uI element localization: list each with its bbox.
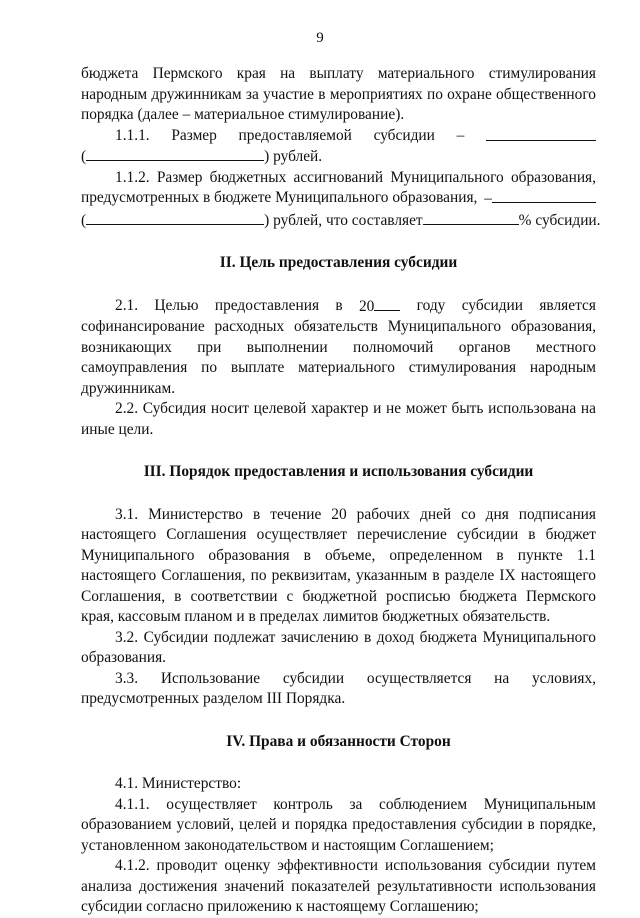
paragraph-4-1-1-line1 [81, 795, 596, 816]
paragraph-3-3-rest: предусмотренных разделом III Порядка. [81, 690, 346, 707]
paragraph-2-1-line1 [81, 296, 596, 318]
word: является [539, 296, 596, 314]
currency-text: ) рублей. [264, 148, 323, 165]
word: за [349, 795, 363, 813]
paragraph-1-1-2-line2 [81, 188, 596, 210]
section-heading-3: III. Порядок предоставления и использования субсидии [143, 463, 534, 480]
paragraph-4-1-1 [81, 795, 596, 857]
word: на [494, 669, 510, 687]
paragraph-2-2: 2.2. Субсидия носит целевой характер и не может быть использована на иные цели. [81, 400, 596, 438]
paragraph-1-1-2 [81, 168, 601, 232]
word: 20 [358, 297, 375, 315]
word: в [335, 296, 343, 314]
blank-line [492, 188, 596, 203]
dash-blank [484, 188, 596, 210]
dash: – [484, 190, 492, 207]
paragraph-1-1-2-line3 [81, 210, 601, 232]
clause-number: 3.3. [115, 669, 139, 687]
paragraph-3-3-line1 [81, 669, 596, 690]
word: условиях, [531, 669, 596, 687]
clause-number: 1.1.1. [115, 126, 150, 144]
blank-line [423, 210, 519, 225]
amount-blank [81, 210, 423, 232]
text: % субсидии. [518, 211, 601, 229]
word: соблюдением [379, 795, 468, 813]
paragraph-1-1-1 [81, 126, 596, 168]
word: субсидии [373, 126, 435, 144]
paragraph-1-1-1-line2 [81, 146, 596, 168]
blank-line [374, 296, 400, 311]
paragraph-3-2: 3.2. Субсидии подлежат зачислению в доход бюджета Муниципального образования. [81, 628, 596, 666]
word: осуществляется [366, 669, 472, 687]
word: году [416, 296, 446, 314]
clause-number: 2.1. [115, 296, 139, 314]
paragraph-4-1-1-rest: образованием условий, целей и порядка предоставления субсидии в порядке, установленном законодательством и настоящим Соглашением; [81, 816, 596, 854]
open-paren: ( [81, 211, 87, 229]
paragraph-1-1-1-line1 [81, 126, 596, 147]
word: субсидии [282, 669, 345, 687]
word: Использование [160, 669, 261, 687]
percent-blank [423, 210, 601, 232]
open-paren: ( [81, 148, 87, 165]
paragraph-intro: бюджета Пермского края на выплату материального стимулирования народным дружинникам за участие в мероприятиях по охране общественного порядка (далее – материальное стимулирование). [81, 65, 596, 123]
text: ) рублей, что составляет [264, 211, 423, 229]
word: Целью [154, 296, 199, 314]
paragraph-2-1-rest: софинансирование расходных обязательств Муниципального образования, возникающих при выполнении полномочий органов местного самоуправления по выплате материального стимулирования народным дружинникам. [81, 318, 596, 397]
blank-line [486, 126, 596, 141]
year-blank [359, 296, 400, 318]
word: осуществляет [166, 795, 257, 813]
paragraph-3-1: 3.1. Министерство в течение 20 рабочих дней со дня подписания настоящего Соглашения осуществляет перечисление субсидии в бюджет Муниципального образования в объеме, определенном в пункте 1.1 настоящего Соглашения, по реквизитам, указанным в разделе IX настоящего Соглашения, в соответствии с бюджетной росписью бюджета Пермского края, кассовым планом и в пределах лимитов бюджетных обязательств. [81, 505, 596, 625]
paragraph-4-1: 4.1. Министерство: [115, 775, 242, 792]
paragraph-4-1-2: 4.1.2. проводит оценку эффективности использования субсидии путем анализа достижения значений показателей результативности использования субсидии согласно приложению к настоящему Соглашению; [81, 857, 596, 915]
word: Муниципальным [483, 795, 596, 813]
text: предусмотренных в бюджете Муниципального образования, [81, 189, 478, 206]
page-number: 9 [316, 30, 324, 46]
word: субсидии [461, 296, 524, 314]
clause-number: 4.1.1. [115, 795, 150, 813]
word: предоставления [214, 296, 320, 314]
paragraph-2-1 [81, 296, 596, 400]
blank-line [86, 210, 264, 225]
section-heading-4: IV. Права и обязанности Сторон [226, 732, 451, 750]
dash: – [456, 126, 465, 144]
word: Размер [171, 126, 217, 144]
section-heading-2: II. Цель предоставления субсидии [219, 254, 458, 271]
paragraph-3-3 [81, 669, 596, 710]
word: контроль [273, 795, 333, 813]
blank-line [86, 146, 264, 161]
document-body [81, 64, 601, 918]
paragraph-1-1-2-line1: 1.1.2. Размер бюджетных ассигнований Муниципального образования, [115, 168, 596, 186]
word: предоставляемой [238, 126, 352, 144]
